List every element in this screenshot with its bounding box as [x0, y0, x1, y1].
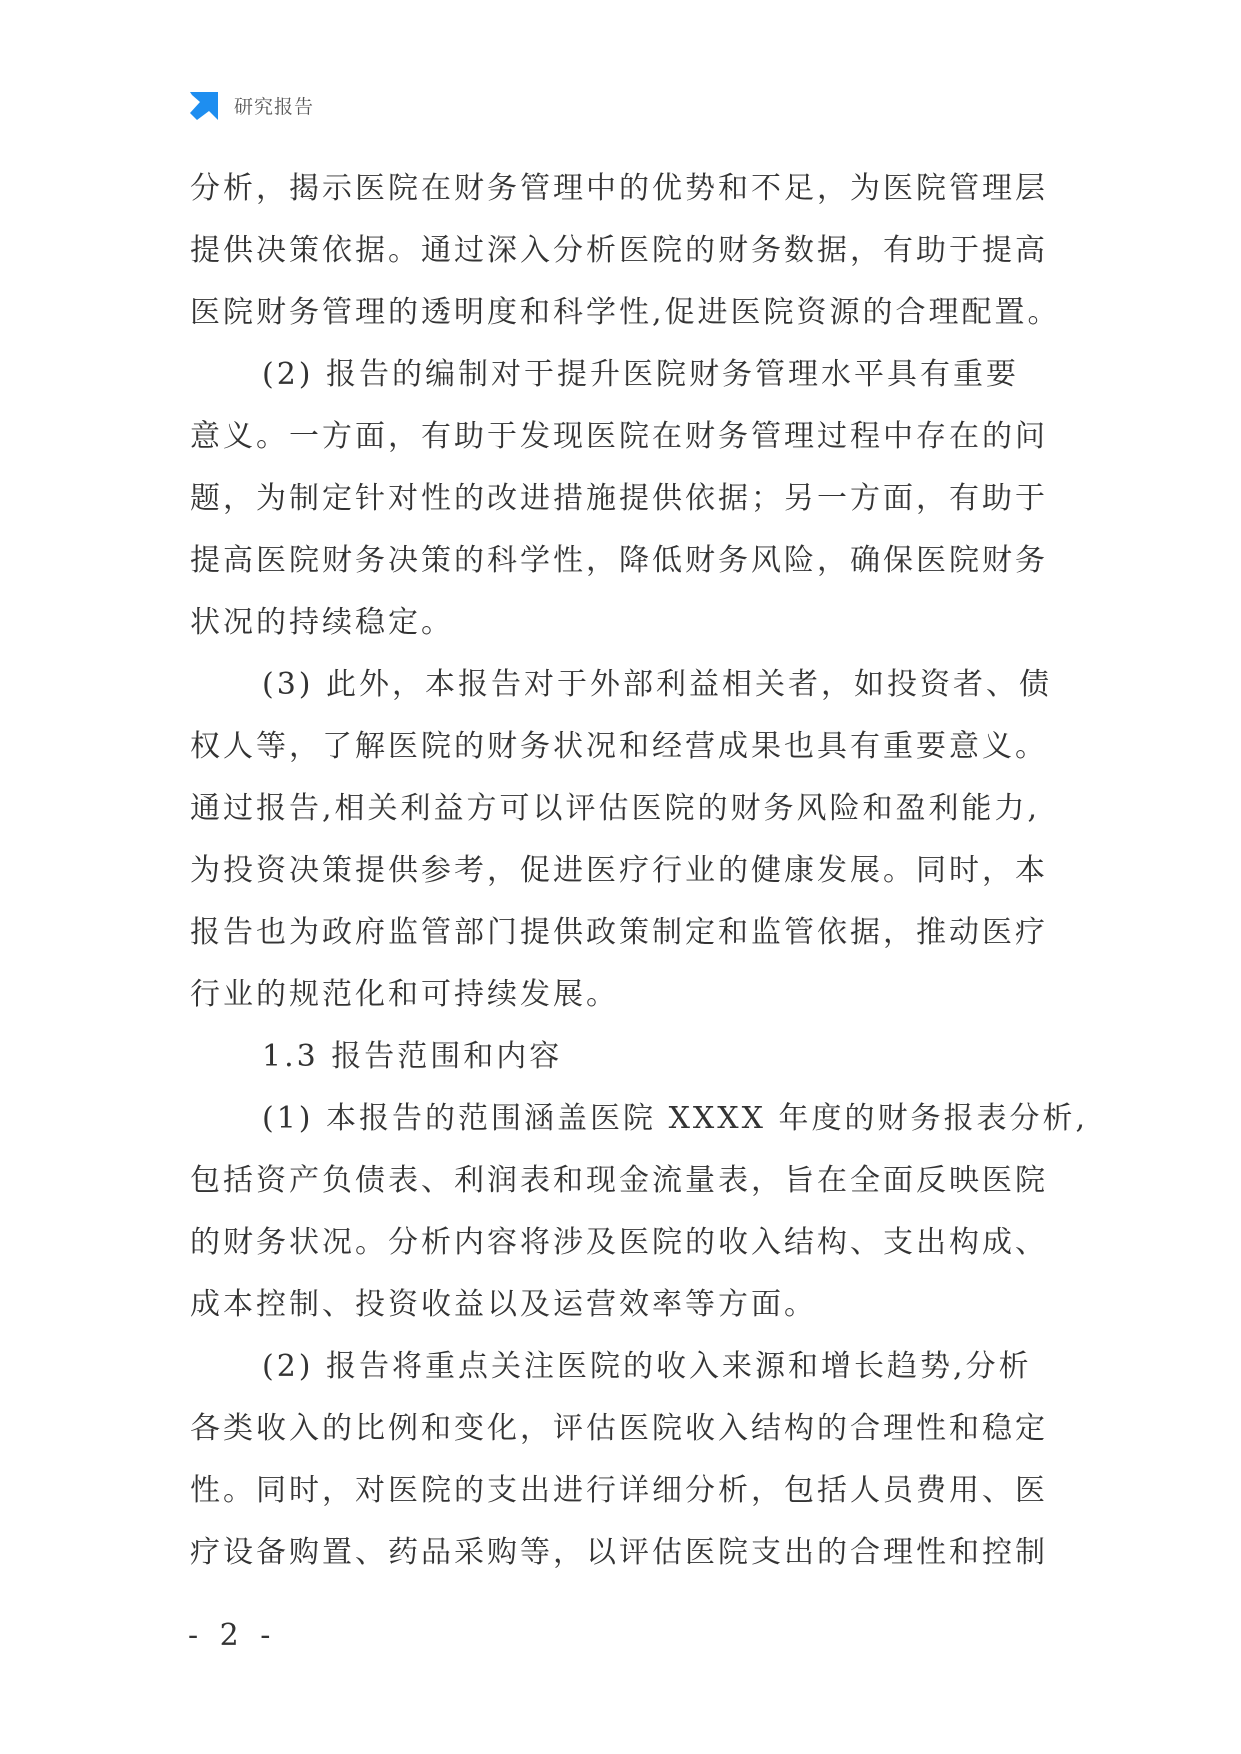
paragraph-line: (1) 本报告的范围涵盖医院 XXXX 年度的财务报表分析, [262, 1101, 1089, 1136]
paragraph-line: (3) 此外，本报告对于外部利益相关者，如投资者、债 [262, 667, 1053, 702]
paragraph-line: 为投资决策提供参考，促进医疗行业的健康发展。同时，本 [190, 853, 1048, 888]
paragraph-line: 提供决策依据。通过深入分析医院的财务数据，有助于提高 [190, 233, 1048, 268]
paragraph-line: 疗设备购置、药品采购等，以评估医院支出的合理性和控制 [190, 1535, 1048, 1570]
section-heading: 1.3 报告范围和内容 [262, 1039, 563, 1074]
header-title: 研究报告 [234, 95, 315, 118]
paragraph-line: 医院财务管理的透明度和科学性,促进医院资源的合理配置。 [190, 295, 1061, 330]
paragraph-line: (2) 报告的编制对于提升医院财务管理水平具有重要 [262, 357, 1020, 392]
paragraph-line: 包括资产负债表、利润表和现金流量表，旨在全面反映医院 [190, 1163, 1048, 1198]
page-number: - 2 - [188, 1618, 277, 1653]
paragraph-line: (2) 报告将重点关注医院的收入来源和增长趋势,分析 [262, 1349, 1032, 1384]
paragraph-line: 权人等，了解医院的财务状况和经营成果也具有重要意义。 [190, 729, 1048, 764]
diagonal-arrow-icon [188, 88, 222, 122]
report-header [188, 88, 314, 122]
paragraph-line: 各类收入的比例和变化，评估医院收入结构的合理性和稳定 [190, 1411, 1048, 1446]
paragraph-line: 题，为制定针对性的改进措施提供依据；另一方面，有助于 [190, 481, 1048, 516]
paragraph-line: 的财务状况。分析内容将涉及医院的收入结构、支出构成、 [190, 1225, 1048, 1260]
paragraph-line: 通过报告,相关利益方可以评估医院的财务风险和盈利能力, [190, 791, 1041, 826]
paragraph-line: 状况的持续稳定。 [190, 605, 454, 640]
paragraph-line: 提高医院财务决策的科学性，降低财务风险，确保医院财务 [190, 543, 1048, 578]
paragraph-line: 成本控制、投资收益以及运营效率等方面。 [190, 1287, 817, 1322]
paragraph-line: 报告也为政府监管部门提供政策制定和监管依据，推动医疗 [190, 915, 1048, 950]
paragraph-line: 行业的规范化和可持续发展。 [190, 977, 619, 1012]
paragraph-line: 意义。一方面，有助于发现医院在财务管理过程中存在的问 [190, 419, 1048, 454]
paragraph-line: 分析，揭示医院在财务管理中的优势和不足，为医院管理层 [190, 171, 1048, 206]
document-body [190, 158, 1089, 1584]
paragraph-line: 性。同时，对医院的支出进行详细分析，包括人员费用、医 [190, 1473, 1048, 1508]
